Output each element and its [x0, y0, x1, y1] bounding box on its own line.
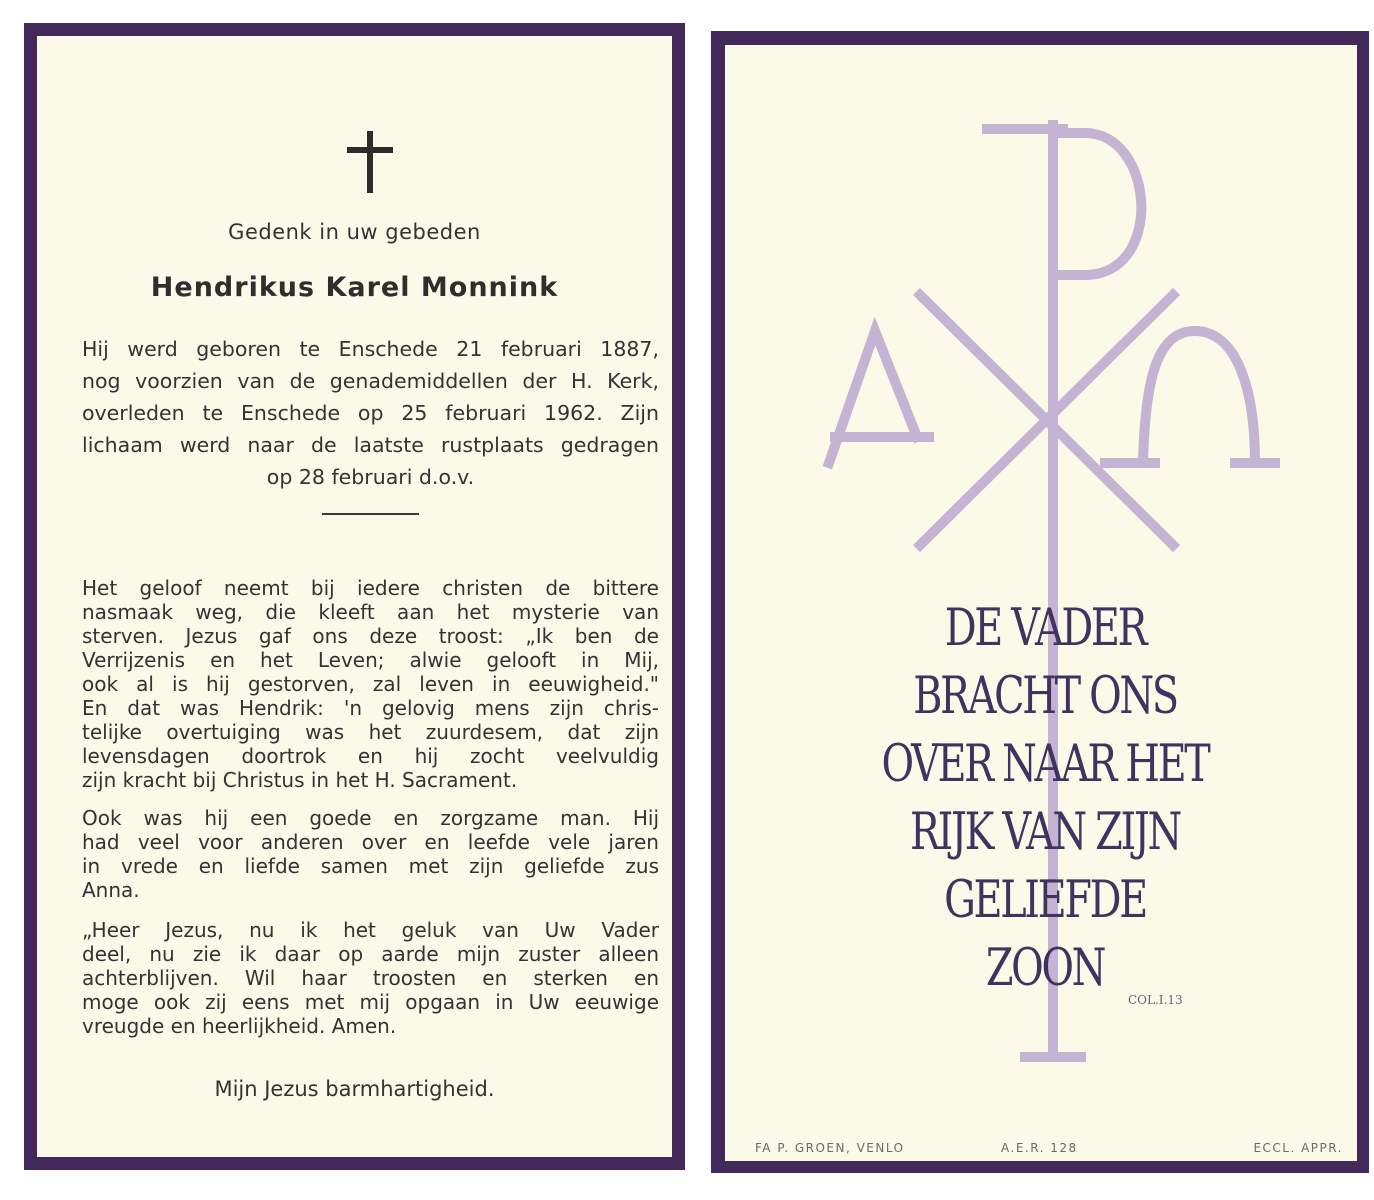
closing-invocation: Mijn Jezus barmhartigheid. — [214, 1077, 495, 1101]
text-line: had veel voor anderen over en leefde vele jaren — [82, 830, 659, 854]
text-line: En dat was Hendrik: 'n gelovig mens zijn chris- — [82, 696, 659, 720]
text-line: ook al is hij gestorven, zal leven in eeuwigheid." — [82, 672, 659, 696]
prayer-paragraph — [82, 918, 659, 1038]
verse-line: OVER NAAR HET — [881, 735, 1209, 794]
divider-rule — [322, 513, 419, 515]
text-line: Anna. — [82, 878, 140, 902]
deceased-name: Hendrikus Karel Monnink — [150, 272, 559, 303]
text-line: Ook was hij een goede en zorgzame man. Hij — [82, 806, 659, 830]
text-line: achterblijven. Wil haar troosten en sterken en — [82, 966, 659, 990]
text-line: moge ook zij eens met mij opgaan in Uw eeuwige — [82, 990, 659, 1014]
text-line: nog voorzien van de genademiddellen der H. Kerk, — [82, 369, 659, 393]
text-line: telijke overtuiging was het zuurdesem, dat zijn — [82, 720, 659, 744]
text-line: nasmaak weg, die kleeft aan het mysterie van — [82, 600, 659, 624]
text-line: Hij werd geboren te Enschede 21 februari 1887, — [82, 337, 659, 361]
text-line: sterven. Jezus gaf ons deze troost: „Ik ben de — [82, 624, 659, 648]
text-line: vreugde en heerlijkheid. Amen. — [82, 1014, 397, 1038]
text-line: Verrijzenis en het Leven; alwie gelooft in Mij, — [82, 648, 659, 672]
printer-credit: FA P. GROEN, VENLO — [755, 1141, 905, 1155]
memorial-card-image-side — [711, 31, 1369, 1173]
remember-heading: Gedenk in uw gebeden — [228, 220, 481, 244]
text-line: op 28 februari d.o.v. — [266, 465, 475, 489]
text-line: lichaam werd naar de laatste rustplaats gedragen — [82, 433, 659, 457]
verse-citation: COL.I.13 — [1128, 993, 1183, 1007]
text-line: „Heer Jezus, nu ik het geluk van Uw Vader — [82, 918, 659, 942]
verse-line: DE VADER — [944, 599, 1146, 658]
reference-number: A.E.R. 128 — [1001, 1141, 1078, 1155]
text-line: overleden te Enschede op 25 februari 1962. Zijn — [82, 401, 659, 425]
ecclesiastical-approval: ECCL. APPR. — [1253, 1141, 1343, 1155]
text-line: levensdagen doortrok en hij zocht veelvuldig — [82, 744, 659, 768]
biography-paragraph — [82, 333, 659, 493]
verse-line: ZOON — [985, 939, 1105, 998]
scripture-verse — [873, 595, 1216, 1003]
faith-paragraph — [82, 576, 659, 792]
cross-icon — [347, 131, 393, 193]
text-line: Het geloof neemt bij iedere christen de bittere — [82, 576, 659, 600]
text-line: deel, nu zie ik daar op aarde mijn zuster alleen — [82, 942, 659, 966]
character-paragraph — [82, 806, 659, 902]
text-line: in vrede en liefde samen met zijn geliefde zus — [82, 854, 659, 878]
verse-line: BRACHT ONS — [913, 667, 1177, 726]
text-line: zijn kracht bij Christus in het H. Sacrament. — [82, 768, 518, 792]
memorial-card-text-side — [24, 23, 685, 1170]
verse-line: RIJK VAN ZIJN — [910, 803, 1180, 862]
verse-line: GELIEFDE — [944, 871, 1146, 930]
